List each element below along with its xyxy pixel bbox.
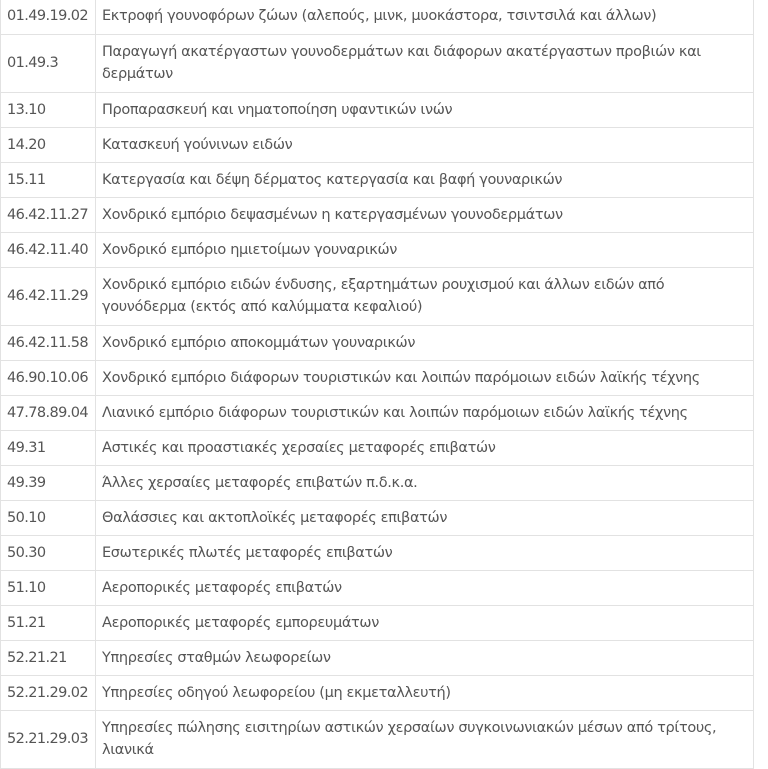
activity-code: 15.11 <box>1 162 96 197</box>
activity-description: Αστικές και προαστιακές χερσαίες μεταφορές επιβατών <box>96 430 754 465</box>
activity-code: 01.49.3 <box>1 34 96 92</box>
table-row <box>1 127 754 162</box>
activity-description: Εσωτερικές πλωτές μεταφορές επιβατών <box>96 535 754 570</box>
table-row <box>1 360 754 395</box>
activity-code: 46.90.10.06 <box>1 360 96 395</box>
activity-description: Υπηρεσίες πώλησης εισιτηρίων αστικών χερσαίων συγκοινωνιακών μέσων από τρίτους, λιανικά <box>96 710 754 768</box>
activity-description: Χονδρικό εμπόριο διάφορων τουριστικών και λοιπών παρόμοιων ειδών λαϊκής τέχνης <box>96 360 754 395</box>
activity-code: 46.42.11.40 <box>1 232 96 267</box>
activity-code: 49.39 <box>1 465 96 500</box>
table-row <box>1 267 754 325</box>
table-row <box>1 570 754 605</box>
table-row <box>1 675 754 710</box>
activity-description: Άλλες χερσαίες μεταφορές επιβατών π.δ.κ.α. <box>96 465 754 500</box>
table-row <box>1 535 754 570</box>
activity-code: 52.21.29.03 <box>1 710 96 768</box>
activity-description: Κατασκευή γούνινων ειδών <box>96 127 754 162</box>
activity-description: Χονδρικό εμπόριο ειδών ένδυσης, εξαρτημάτων ρουχισμού και άλλων ειδών από γουνόδερμα (εκτός από καλύμματα κεφαλιού) <box>96 267 754 325</box>
activity-description: Κατεργασία και δέψη δέρματος κατεργασία και βαφή γουναρικών <box>96 162 754 197</box>
activity-description: Χονδρικό εμπόριο δεψασμένων η κατεργασμένων γουνοδερμάτων <box>96 197 754 232</box>
activity-description: Υπηρεσίες σταθμών λεωφορείων <box>96 640 754 675</box>
table-row <box>1 0 754 34</box>
activity-description: Χονδρικό εμπόριο αποκομμάτων γουναρικών <box>96 325 754 360</box>
table-row <box>1 710 754 768</box>
table-row <box>1 197 754 232</box>
table-row <box>1 465 754 500</box>
activity-description: Αεροπορικές μεταφορές επιβατών <box>96 570 754 605</box>
activity-code: 46.42.11.58 <box>1 325 96 360</box>
activity-code: 49.31 <box>1 430 96 465</box>
activity-description: Παραγωγή ακατέργαστων γουνοδερμάτων και διάφορων ακατέργαστων προβιών και δερμάτων <box>96 34 754 92</box>
table-row <box>1 92 754 127</box>
table-row <box>1 34 754 92</box>
table-row <box>1 325 754 360</box>
activity-code: 50.10 <box>1 500 96 535</box>
table-row <box>1 430 754 465</box>
activity-code: 52.21.29.02 <box>1 675 96 710</box>
activity-description: Λιανικό εμπόριο διάφορων τουριστικών και λοιπών παρόμοιων ειδών λαϊκής τέχνης <box>96 395 754 430</box>
table-row <box>1 605 754 640</box>
activity-description: Αεροπορικές μεταφορές εμπορευμάτων <box>96 605 754 640</box>
table-row <box>1 395 754 430</box>
table-row <box>1 232 754 267</box>
activity-code: 51.21 <box>1 605 96 640</box>
activity-code: 13.10 <box>1 92 96 127</box>
activity-code: 52.21.21 <box>1 640 96 675</box>
activity-code: 51.10 <box>1 570 96 605</box>
activity-code: 46.42.11.27 <box>1 197 96 232</box>
activity-description: Υπηρεσίες οδηγού λεωφορείου (μη εκμεταλλευτή) <box>96 675 754 710</box>
table-row <box>1 162 754 197</box>
activity-description: Προπαρασκευή και νηματοποίηση υφαντικών ινών <box>96 92 754 127</box>
activity-description: Θαλάσσιες και ακτοπλοϊκές μεταφορές επιβατών <box>96 500 754 535</box>
table-row <box>1 640 754 675</box>
activity-code: 47.78.89.04 <box>1 395 96 430</box>
activity-code: 50.30 <box>1 535 96 570</box>
activity-description: Χονδρικό εμπόριο ημιετοίμων γουναρικών <box>96 232 754 267</box>
activity-code: 46.42.11.29 <box>1 267 96 325</box>
activity-code: 01.49.19.02 <box>1 0 96 34</box>
activity-code: 14.20 <box>1 127 96 162</box>
table-row <box>1 500 754 535</box>
activity-description: Εκτροφή γουνοφόρων ζώων (αλεπούς, μινκ, μυοκάστορα, τσιντσιλά και άλλων) <box>96 0 754 34</box>
